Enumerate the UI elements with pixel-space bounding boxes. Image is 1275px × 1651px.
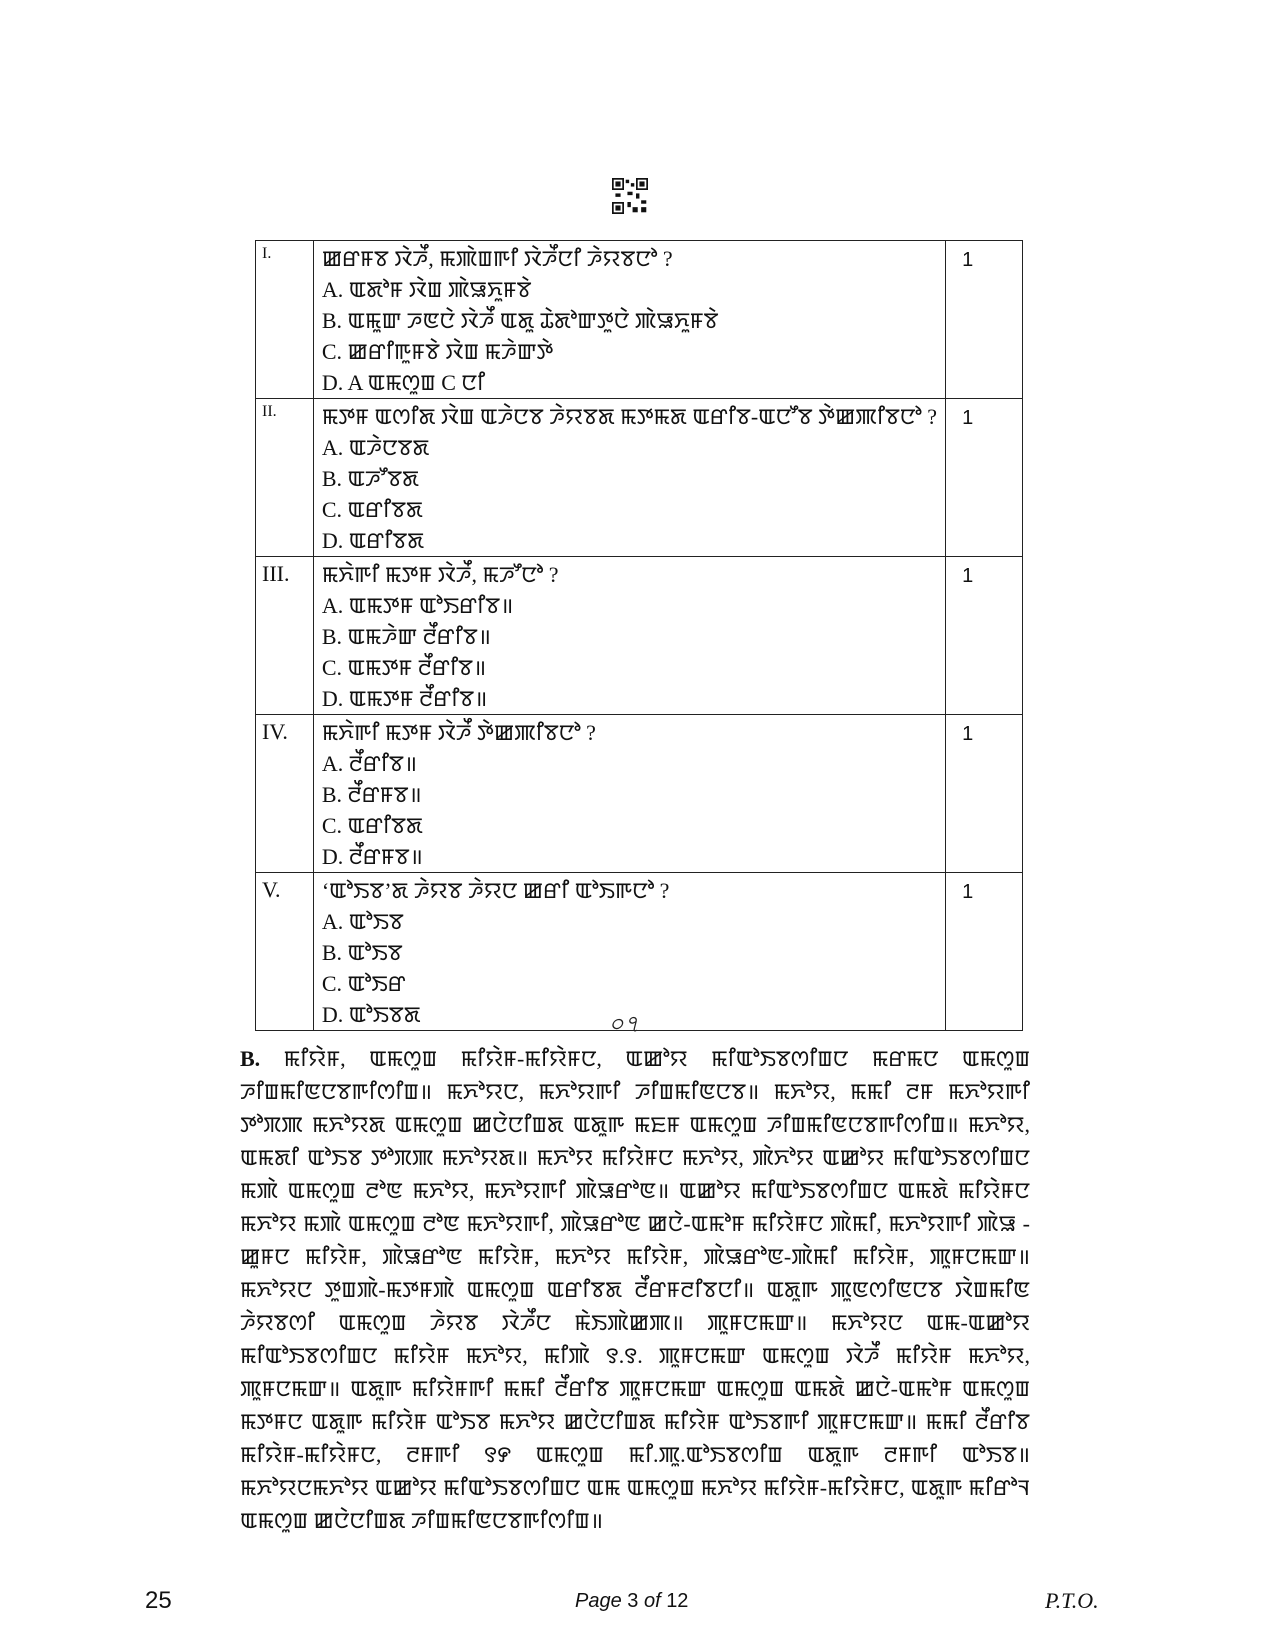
- question-option: A. ꯑꯗꯣꯝ ꯋꯥꯡ ꯄꯥꯎꯈꯨꯝꯕꯥ: [321, 277, 532, 302]
- question-option: D. ꯑꯔꯤꯕꯗ: [321, 528, 425, 553]
- question-marks: 1: [946, 715, 1023, 873]
- question-option: B. ꯑꯃꯨꯛ ꯍꯟꯅꯥ ꯋꯥꯍꯩ ꯑꯗꯨ ꯊꯥꯗꯣꯛꯇꯨꯅꯥ ꯄꯥꯎꯈꯨꯝꯕꯥ: [321, 308, 719, 333]
- questions-table: [255, 240, 1023, 1031]
- question-option: D. ꯂꯩꯔꯝꯕ॥: [321, 844, 423, 869]
- question-option: B. ꯑꯍꯧꯕꯗ: [321, 466, 419, 491]
- question-option: D. A ꯑꯃꯁꯨꯡ C ꯅꯤ: [321, 370, 486, 395]
- question-option: A. ꯑꯃꯇꯝ ꯑꯣꯏꯔꯤꯕ॥: [321, 593, 514, 618]
- question-stem: ꯃꯈꯥꯒꯤ ꯃꯇꯝ ꯋꯥꯍꯩ ꯇꯥꯀꯄꯤꯕꯅꯣ ?: [321, 720, 596, 745]
- question-option: D. ꯑꯃꯇꯝ ꯂꯩꯔꯤꯕ॥: [321, 686, 488, 711]
- qr-code-icon: [612, 178, 648, 214]
- question-row: [256, 557, 1023, 715]
- question-option: B. ꯑꯣꯏꯕ: [321, 940, 403, 965]
- question-stem: ‘ꯑꯣꯏꯕ’ꯗ ꯍꯥꯌꯕ ꯍꯥꯌꯅ ꯀꯔꯤ ꯑꯣꯏꯒꯅꯣ ?: [321, 878, 670, 903]
- page-number: Page 3 of 12: [575, 1590, 689, 1612]
- question-number: I.: [256, 241, 314, 399]
- question-stem: ꯃꯈꯥꯒꯤ ꯃꯇꯝ ꯋꯥꯍꯩ, ꯃꯍꯧꯅꯣ ?: [321, 562, 559, 587]
- question-row: [256, 241, 1023, 399]
- question-option: A. ꯂꯩꯔꯤꯕ॥: [321, 751, 418, 776]
- pto-label: P.T.O.: [1045, 1588, 1099, 1613]
- question-number: V.: [256, 873, 314, 1031]
- question-option: A. ꯑꯣꯏꯕ: [321, 909, 404, 934]
- question-body: [313, 241, 945, 399]
- question-number: III.: [256, 557, 314, 715]
- question-marks: 1: [946, 557, 1023, 715]
- question-number: II.: [256, 399, 314, 557]
- question-marks: 1: [946, 399, 1023, 557]
- question-option: A. ꯑꯍꯥꯅꯕꯗ: [321, 435, 430, 460]
- passage-text: ꯃꯤꯌꯥꯝ, ꯑꯃꯁꯨꯡ ꯃꯤꯌꯥꯝ-ꯃꯤꯌꯥꯝꯅ, ꯑꯀꯣꯌ ꯃꯤꯑꯣꯏꯕꯁꯤꯡꯅ ꯃꯔꯃꯅ ꯑꯃꯁꯨꯡ ꯍꯤꯡꯃꯤꯟꯅꯕꯒꯤꯁꯤꯡ॥ ꯃꯈꯣꯌꯅ, ꯃꯈꯣꯌꯒꯤ ꯍꯤꯡꯃꯤꯟꯅꯕ॥ ꯃꯈꯣꯌ, ꯃꯃꯤ ꯂꯝ ꯃꯈꯣꯌꯒꯤ ꯇꯣꯞꯄ ꯃꯈꯣꯌꯗ ꯑꯃꯁꯨꯡ ꯀꯅꯥꯅꯤꯡꯗ ꯑꯗꯨꯒ ꯃꯐꯝ ꯑꯃꯁꯨꯡ ꯍꯤꯡꯃꯤꯟꯅꯕꯒꯤꯁꯤꯡ॥ ꯃꯈꯣꯌ, ꯑꯃꯗꯤ ꯑꯣꯏꯕ ꯇꯣꯞꯄ ꯃꯈꯣꯌꯗ॥ ꯃꯈꯣꯌ ꯃꯤꯌꯥꯝꯅ ꯃꯈꯣꯌ, ꯄꯥꯈꯣꯌ ꯑꯀꯣꯌ ꯃꯤꯑꯣꯏꯕꯁꯤꯡꯅ ꯃꯄꯥ ꯑꯃꯁꯨꯡ ꯂꯣꯟ ꯃꯈꯣꯌ, ꯃꯈꯣꯌꯒꯤ ꯄꯥꯎꯔꯣꯟ॥ ꯑꯀꯣꯌ ꯃꯤꯑꯣꯏꯕꯁꯤꯡꯅ ꯑꯃꯗꯥ ꯃꯤꯌꯥꯝꯅ ꯃꯈꯣꯌ ꯃꯄꯥ ꯑꯃꯁꯨꯡ ꯂꯣꯟ ꯃꯈꯣꯌꯒꯤ, ꯄꯥꯎꯔꯣꯟ ꯀꯅꯥ-ꯑꯃꯣꯝ ꯃꯤꯌꯥꯝꯅ ꯄꯥꯃꯤ, ꯃꯈꯣꯌꯒꯤ ꯄꯥꯎ - ꯀꯨꯝꯅ ꯃꯤꯌꯥꯝ, ꯄꯥꯎꯔꯣꯟ ꯃꯤꯌꯥꯝ, ꯃꯈꯣꯌ ꯃꯤꯌꯥꯝ, ꯄꯥꯎꯔꯣꯟ-ꯄꯥꯃꯤ ꯃꯤꯌꯥꯝ, ꯄꯨꯝꯅꯃꯛ॥ ꯃꯈꯣꯌꯅ ꯇꯨꯡꯄꯥ-ꯃꯇꯝꯄꯥ ꯑꯃꯁꯨꯡ ꯑꯔꯤꯕꯗ ꯂꯩꯔꯝꯂꯤꯕꯅꯤ॥ ꯑꯗꯨꯒ ꯄꯨꯟꯁꯤꯟꯅꯕ ꯋꯥꯡꯃꯤꯟ ꯍꯥꯌꯕꯁꯤ ꯑꯃꯁꯨꯡ ꯍꯥꯌꯕ ꯋꯥꯍꯩꯅ ꯃꯥꯏꯄꯥꯀꯄ॥ ꯄꯨꯝꯅꯃꯛ॥ ꯃꯈꯣꯌꯅ ꯑꯃ-ꯑꯀꯣꯌ ꯃꯤꯑꯣꯏꯕꯁꯤꯡꯅ ꯃꯤꯌꯥꯝ ꯃꯈꯣꯌ, ꯃꯤꯄꯥ ꯱.꯱. ꯄꯨꯝꯅꯃꯛ ꯑꯃꯁꯨꯡ ꯋꯥꯍꯩ ꯃꯤꯌꯥꯝ ꯃꯈꯣꯌ, ꯄꯨꯝꯅꯃꯛ॥ ꯑꯗꯨꯒ ꯃꯤꯌꯥꯝꯒꯤ ꯃꯃꯤ ꯂꯩꯔꯤꯕ ꯄꯨꯝꯅꯃꯛ ꯑꯃꯁꯨꯡ ꯑꯃꯗꯥ ꯀꯅꯥ-ꯑꯃꯣꯝ ꯑꯃꯁꯨꯡ ꯃꯇꯝꯅ ꯑꯗꯨꯒ ꯃꯤꯌꯥꯝ ꯑꯣꯏꯕ ꯃꯈꯣꯌ ꯀꯅꯥꯅꯤꯡꯗ ꯃꯤꯌꯥꯝ ꯑꯣꯏꯕꯒꯤ ꯄꯨꯝꯅꯃꯛ॥ ꯃꯃꯤ ꯂꯩꯔꯤꯕ ꯃꯤꯌꯥꯝ-ꯃꯤꯌꯥꯝꯅ, ꯂꯝꯒꯤ ꯱꯸ ꯑꯃꯁꯨꯡ ꯃꯤ.ꯄꯨ.ꯑꯣꯏꯕꯁꯤꯡ ꯑꯗꯨꯒ ꯂꯝꯒꯤ ꯑꯣꯏꯕ॥ ꯃꯈꯣꯌꯅꯃꯈꯣꯌ ꯑꯀꯣꯌ ꯃꯤꯑꯣꯏꯕꯁꯤꯡꯅ ꯑꯃ ꯑꯃꯁꯨꯡ ꯃꯈꯣꯌ ꯃꯤꯌꯥꯝ-ꯃꯤꯌꯥꯝꯅ, ꯑꯗꯨꯒ ꯃꯤꯔꯣꯜ ꯑꯃꯁꯨꯡ ꯀꯅꯥꯅꯤꯡꯗ ꯍꯤꯡꯃꯤꯟꯅꯕꯒꯤꯁꯤꯡ॥: [240, 1046, 1031, 1533]
- question-option: C. ꯑꯔꯤꯕꯗ: [321, 497, 423, 522]
- question-option: C. ꯀꯔꯤꯒꯨꯝꯕꯥ ꯋꯥꯡ ꯃꯍꯥꯛꯇꯥ: [321, 339, 554, 364]
- question-row: [256, 715, 1023, 873]
- question-marks: 1: [946, 241, 1023, 399]
- question-option: B. ꯑꯃꯍꯥꯛ ꯂꯩꯔꯤꯕ॥: [321, 624, 491, 649]
- question-marks: 1: [946, 873, 1023, 1031]
- passage: [240, 1042, 1030, 1537]
- question-number: IV.: [256, 715, 314, 873]
- page-code: 25: [145, 1587, 172, 1614]
- question-stem: ꯀꯔꯝꯕ ꯋꯥꯍꯩ, ꯃꯄꯥꯡꯒꯤ ꯋꯥꯍꯩꯅꯤ ꯍꯥꯌꯕꯅꯣ ?: [321, 246, 673, 271]
- question-body: [313, 557, 945, 715]
- question-stem: ꯃꯇꯝ ꯑꯁꯤꯗ ꯋꯥꯡ ꯑꯍꯥꯅꯕ ꯍꯥꯌꯕꯗ ꯃꯇꯃꯗ ꯑꯔꯤꯕ-ꯑꯅꯧꯕ ꯇꯥꯀꯄꯤꯕꯅꯣ ?: [321, 404, 938, 429]
- question-option: B. ꯂꯩꯔꯝꯕ॥: [321, 782, 422, 807]
- question-body: [313, 399, 945, 557]
- question-option: C. ꯑꯔꯤꯕꯗ: [321, 813, 423, 838]
- handwritten-mark: ০৭: [608, 1010, 640, 1038]
- passage-label: B.: [240, 1046, 261, 1071]
- question-option: D. ꯑꯣꯏꯕꯗ: [321, 1002, 421, 1027]
- question-option: C. ꯑꯃꯇꯝ ꯂꯩꯔꯤꯕ॥: [321, 655, 487, 680]
- question-row: [256, 399, 1023, 557]
- question-body: [313, 715, 945, 873]
- question-option: C. ꯑꯣꯏꯔ: [321, 971, 406, 996]
